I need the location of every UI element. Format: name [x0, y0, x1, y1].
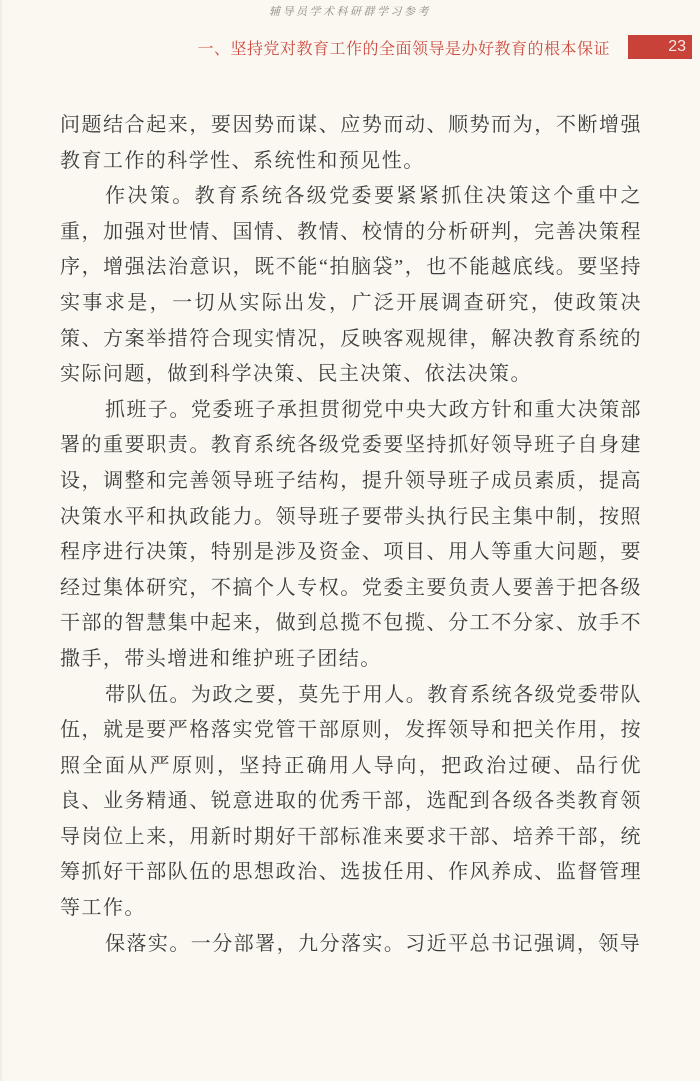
paragraph: 作决策。教育系统各级党委要紧紧抓住决策这个重中之重，加强对世情、国情、教情、校情的分析研判，完善决策程序，增强法治意识，既不能“拍脑袋”，也不能越底线。要坚持实事求是，一切从实际出发，广泛开展调查研究，使政策决策、方案举措符合现实情况，反映客观规律，解决教育系统的实际问题，做到科学决策、民主决策、依法决策。 — [60, 185, 642, 386]
watermark-text: 辅导员学术科研群学习参考 — [269, 6, 431, 18]
paragraph: 抓班子。党委班子承担贯彻党中央大政方针和重大决策部署的重要职责。教育系统各级党委要坚持抓好领导班子自身建设，调整和完善领导班子结构，提升领导班子成员素质，提高决策水平和执政能力。领导班子要带头执行民主集中制，按照程序进行决策，特别是涉及资金、项目、用人等重大问题，要经过集体研究，不搞个人专权。党委主要负责人要善于把各级干部的智慧集中起来，做到总揽不包揽、分工不分家、放手不撒手，带头增进和维护班子团结。 — [60, 398, 642, 670]
paragraph: 保落实。一分部署，九分落实。习近平总书记强调，领导 — [105, 932, 642, 955]
page-number-badge: 23 — [628, 35, 692, 59]
chapter-title: 一、坚持党对教育工作的全面领导是办好教育的根本保证 — [197, 40, 610, 58]
paragraph: 问题结合起来，要因势而谋、应势而动、顺势而为，不断增强教育工作的科学性、系统性和预见性。 — [60, 114, 642, 172]
paragraph: 带队伍。为政之要，莫先于用人。教育系统各级党委带队伍，就是要严格落实党管干部原则，发挥领导和把关作用，按照全面从严原则，坚持正确用人导向，把政治过硬、品行优良、业务精通、锐意进取的优秀干部，选配到各级各类教育领导岗位上来，用新时期好干部标准来要求干部、培养干部，统筹抓好干部队伍的思想政治、选拔任用、作风养成、监督管理等工作。 — [60, 683, 642, 920]
body-text — [60, 108, 642, 962]
page-header — [0, 34, 692, 60]
